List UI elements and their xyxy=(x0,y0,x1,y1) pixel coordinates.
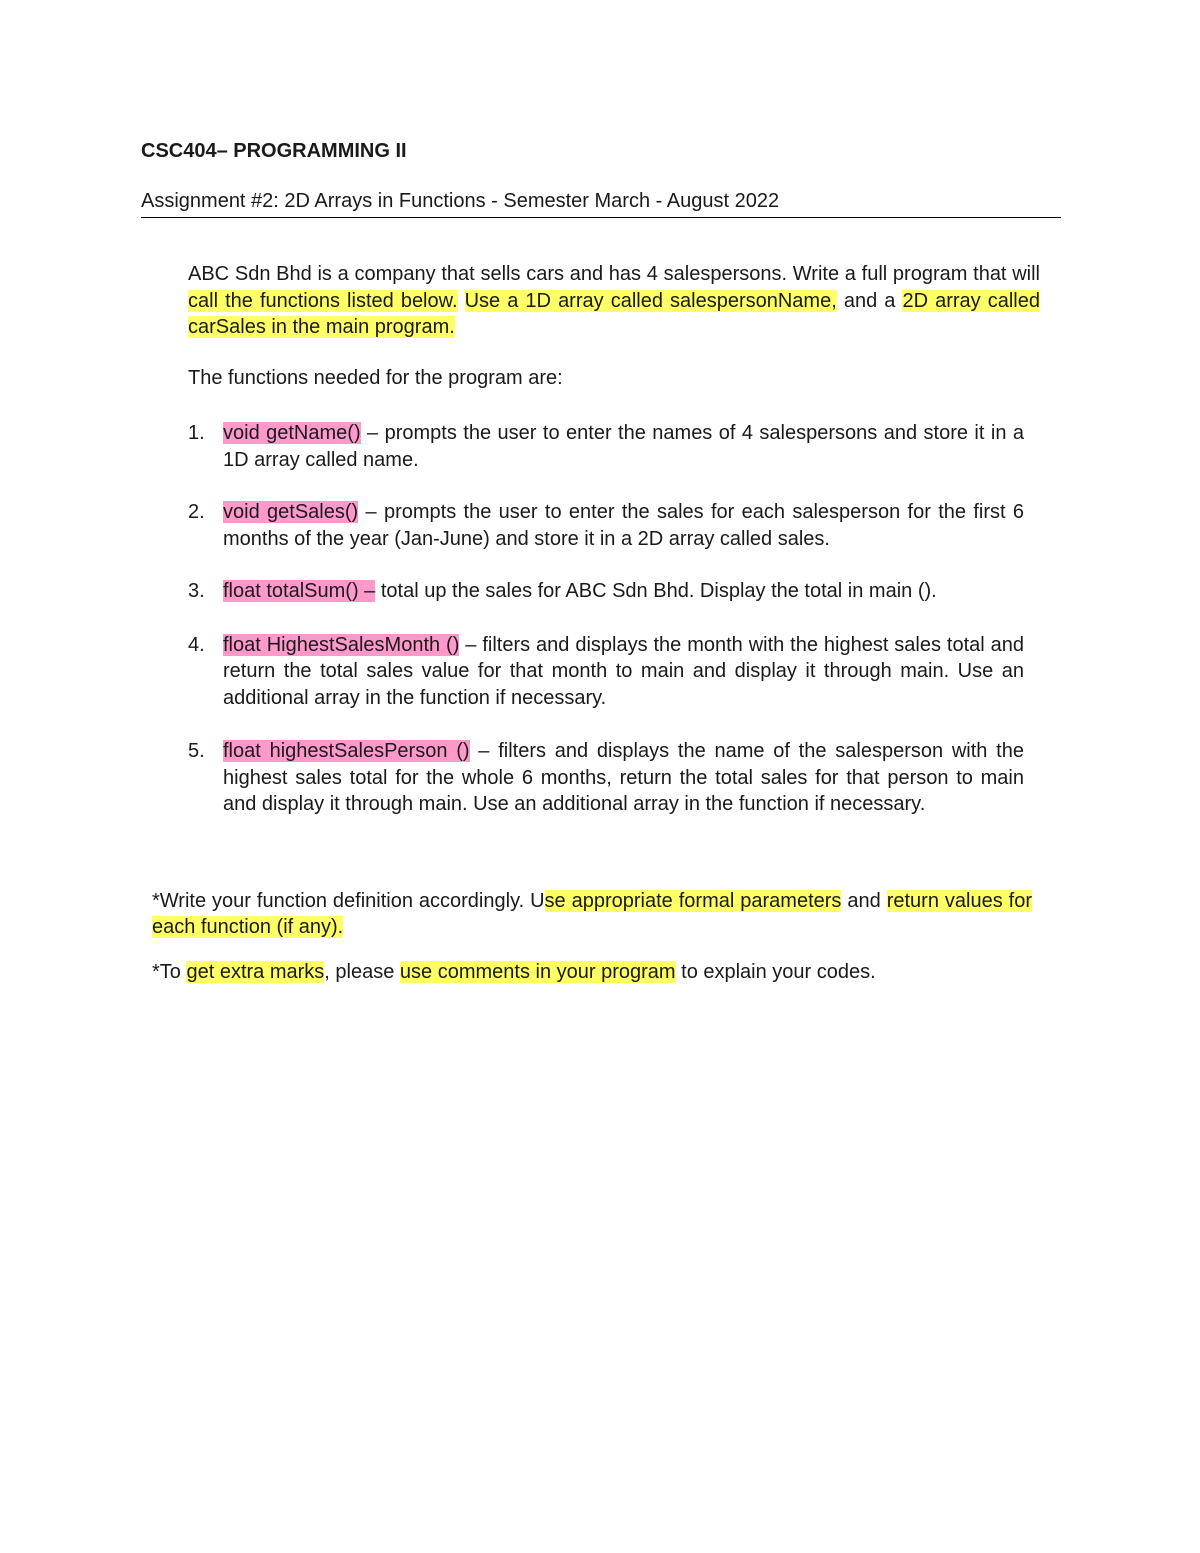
function-signature: void getName() xyxy=(223,422,361,444)
list-item-getsales xyxy=(188,499,1024,552)
function-description: – filters and displays the name of the salesperson with the highest sales total for the whole 6 months, return the total sales for that person to main and display it through main. Use an additional array in the function if necessary. xyxy=(223,740,1024,815)
note-function-definition: *Write your function definition accordingly. Use appropriate formal parameters and return values for each function (if any). xyxy=(152,890,1033,938)
function-description: – prompts the user to enter the sales for each salesperson for the first 6 months of the year (Jan-June) and store it in a 2D array called sales. xyxy=(223,501,1024,550)
highlight-formal-parameters: se appropriate formal parameters xyxy=(544,890,842,912)
highlight-use-comments: use comments in your program xyxy=(399,961,676,983)
function-signature: float highestSalesPerson () xyxy=(223,740,470,762)
function-signature: float totalSum() – xyxy=(223,580,376,602)
highlight-return-values: return values for each function (if any). xyxy=(152,890,1033,938)
highlight-2d-array: 2D array called carSales in the main program. xyxy=(188,289,1040,338)
intro-paragraph: ABC Sdn Bhd is a company that sells cars and has 4 salespersons. Write a full program that will call the functions listed below. Use a 1D array called salespersonName, and a 2D array called carSales in the main program. xyxy=(188,263,1040,338)
list-item-highestsalesmonth xyxy=(188,632,1024,712)
item-number: 1. xyxy=(188,422,205,444)
item-number: 2. xyxy=(188,501,205,523)
function-signature: void getSales() xyxy=(223,501,359,523)
highlight-extra-marks: get extra marks xyxy=(186,961,325,983)
functions-lead: The functions needed for the program are: xyxy=(188,367,563,389)
course-title: CSC404– PROGRAMMING II xyxy=(141,140,407,162)
item-number: 5. xyxy=(188,740,205,762)
function-description: – prompts the user to enter the names of 4 salespersons and store it in a 1D array called name. xyxy=(223,422,1025,471)
function-signature: float HighestSalesMonth () xyxy=(223,633,460,656)
list-item-totalsum xyxy=(188,578,1024,605)
list-item-getname xyxy=(188,420,1024,473)
function-description: – filters and displays the month with the highest sales total and return the total sales value for that month to main and display it through main. Use an additional array in the function if necessary. xyxy=(223,633,1024,709)
functions-list xyxy=(188,420,1024,818)
intro-text: ABC Sdn Bhd is a company that sells cars and has 4 salespersons. Write a full program that will xyxy=(188,263,1040,285)
highlight-1d-array: Use a 1D array called salespersonName, xyxy=(464,289,837,312)
item-number: 4. xyxy=(188,633,205,656)
list-item-highestsalesperson xyxy=(188,738,1024,818)
item-number: 3. xyxy=(188,580,205,602)
function-description: total up the sales for ABC Sdn Bhd. Display the total in main (). xyxy=(375,580,937,602)
assignment-title: Assignment #2: 2D Arrays in Functions - Semester March - August 2022 xyxy=(141,190,1061,218)
highlight-call-functions: call the functions listed below. xyxy=(188,289,458,312)
note-extra-marks: *To get extra marks, please use comments in your program to explain your codes. xyxy=(152,961,876,983)
